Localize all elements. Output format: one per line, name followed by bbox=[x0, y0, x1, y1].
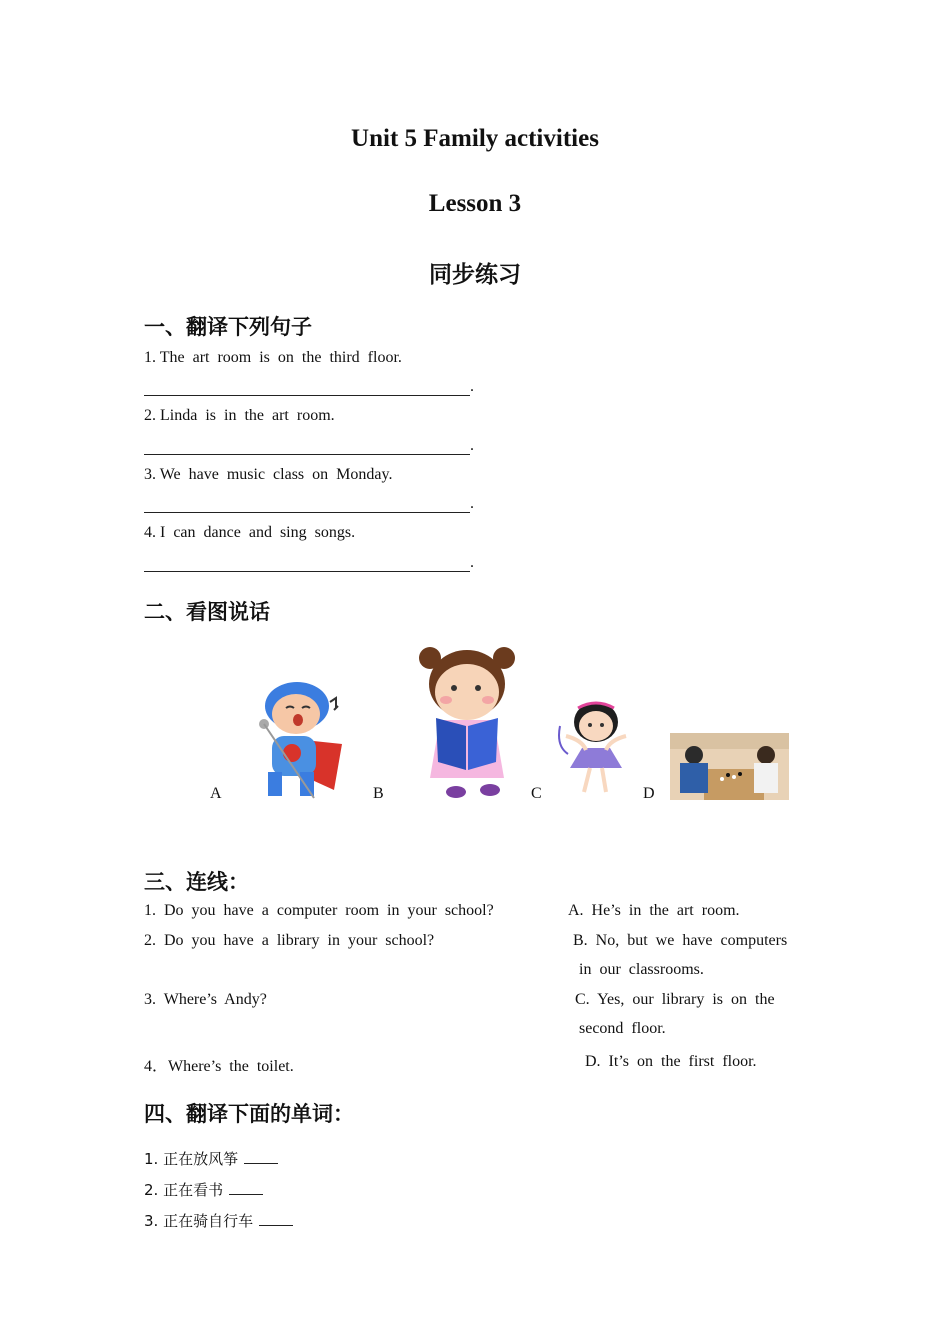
children-playing-photo bbox=[670, 733, 789, 800]
match-answer-c-cont: second floor. bbox=[579, 1020, 666, 1037]
picture-label-b: B bbox=[373, 785, 384, 802]
sentence-1: 1. The art room is on the third floor. bbox=[144, 349, 402, 366]
word-blank-1[interactable] bbox=[244, 1151, 278, 1164]
period: . bbox=[470, 554, 474, 571]
period: . bbox=[470, 378, 474, 395]
match-question-1: 1. Do you have a computer room in your school? bbox=[144, 902, 494, 919]
match-answer-a: A. He’s in the art room. bbox=[568, 902, 740, 919]
match-answer-c: C. Yes, our library is on the bbox=[575, 991, 775, 1008]
match-answer-b-cont: in our classrooms. bbox=[579, 961, 704, 978]
picture-label-d: D bbox=[643, 785, 655, 802]
answer-line-2[interactable] bbox=[144, 454, 470, 455]
sentence-2: 2. Linda is in the art room. bbox=[144, 407, 335, 424]
picture-label-c: C bbox=[531, 785, 542, 802]
picture-label-a: A bbox=[210, 785, 222, 802]
section2-heading: 二、看图说话 bbox=[144, 600, 270, 624]
word-blank-3[interactable] bbox=[259, 1213, 293, 1226]
period: . bbox=[470, 495, 474, 512]
lesson-title: Lesson 3 bbox=[428, 190, 522, 217]
word-item-1-text: 1. 正在放风筝 bbox=[144, 1150, 239, 1168]
reading-girl-illustration bbox=[416, 642, 518, 802]
singing-boy-illustration bbox=[242, 680, 346, 802]
period: . bbox=[470, 437, 474, 454]
match-answer-d: D. It’s on the first floor. bbox=[585, 1053, 757, 1070]
answer-line-4[interactable] bbox=[144, 571, 470, 572]
word-item-1 bbox=[144, 1148, 278, 1169]
subtitle: 同步练习 bbox=[429, 262, 521, 288]
sentence-4: 4. I can dance and sing songs. bbox=[144, 524, 356, 541]
section3-heading: 三、连线： bbox=[144, 870, 249, 894]
match-question-3: 3. Where’s Andy? bbox=[144, 991, 267, 1008]
word-item-2-text: 2. 正在看书 bbox=[144, 1181, 224, 1199]
word-blank-2[interactable] bbox=[229, 1182, 263, 1195]
answer-line-3[interactable] bbox=[144, 512, 470, 513]
section1-heading: 一、翻译下列句子 bbox=[144, 315, 312, 339]
word-item-3-text: 3. 正在骑自行车 bbox=[144, 1212, 254, 1230]
match-question-4: 4．Where’s the toilet. bbox=[144, 1058, 294, 1075]
match-answer-b: B. No, but we have computers bbox=[573, 932, 788, 949]
word-item-2 bbox=[144, 1179, 263, 1200]
sentence-3: 3. We have music class on Monday. bbox=[144, 466, 393, 483]
unit-title: Unit 5 Family activities bbox=[351, 125, 599, 152]
word-item-3 bbox=[144, 1210, 293, 1231]
answer-line-1[interactable] bbox=[144, 395, 470, 396]
section4-heading: 四、翻译下面的单词： bbox=[144, 1102, 354, 1126]
dancing-girl-illustration bbox=[556, 696, 634, 798]
match-question-2: 2. Do you have a library in your school? bbox=[144, 932, 435, 949]
